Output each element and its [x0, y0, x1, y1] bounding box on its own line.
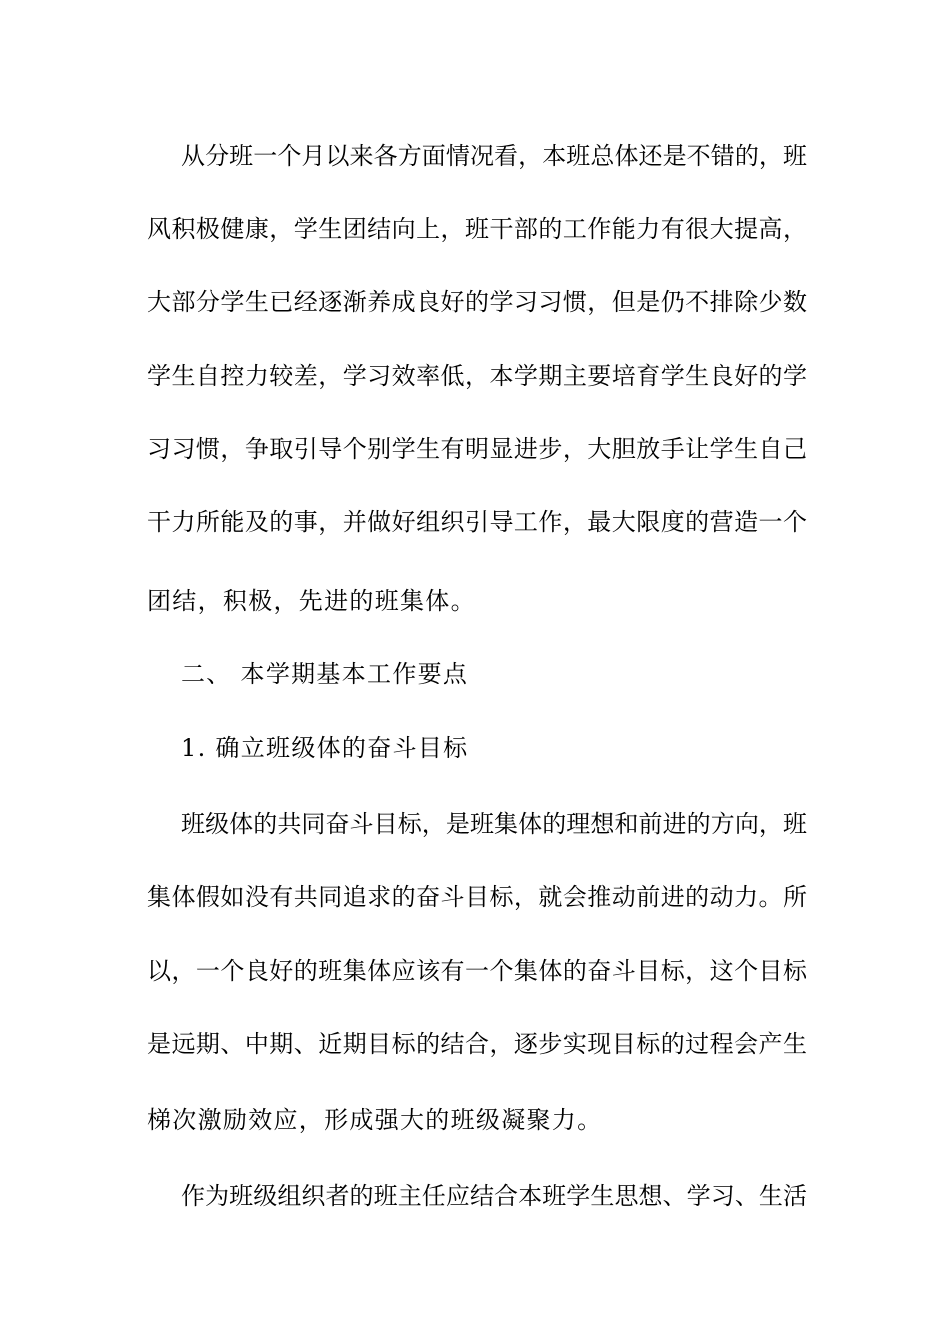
paragraph-line: 团结，积极，先进的班集体。 [147, 587, 476, 615]
paragraph-line: 集体假如没有共同追求的奋斗目标，就会推动前进的动力。所 [147, 883, 807, 911]
paragraph-line: 习习惯，争取引导个别学生有明显进步，大胆放手让学生自己 [147, 435, 807, 463]
paragraph-line: 梯次激励效应，形成强大的班级凝聚力。 [147, 1106, 603, 1134]
paragraph-line: 从分班一个月以来各方面情况看，本班总体还是不错的，班 [181, 142, 807, 170]
paragraph-line: 风积极健康，学生团结向上，班干部的工作能力有很大提高， [147, 215, 807, 243]
paragraph-line: 学生自控力较差，学习效率低，本学期主要培育学生良好的学 [147, 362, 807, 390]
paragraph-line: 班级体的共同奋斗目标，是班集体的理想和前进的方向，班 [181, 810, 807, 838]
section-heading: 二、 本学期基本工作要点 [181, 660, 469, 688]
subsection-heading: 1. 确立班级体的奋斗目标 [181, 734, 469, 762]
paragraph-line: 作为班级组织者的班主任应结合本班学生思想、学习、生活 [181, 1182, 807, 1210]
paragraph-line: 以，一个良好的班集体应该有一个集体的奋斗目标，这个目标 [147, 957, 807, 985]
paragraph-line: 大部分学生已经逐渐养成良好的学习习惯，但是仍不排除少数 [147, 288, 807, 316]
paragraph-line: 干力所能及的事，并做好组织引导工作，最大限度的营造一个 [147, 508, 807, 536]
paragraph-line: 是远期、中期、近期目标的结合，逐步实现目标的过程会产生 [147, 1030, 807, 1058]
